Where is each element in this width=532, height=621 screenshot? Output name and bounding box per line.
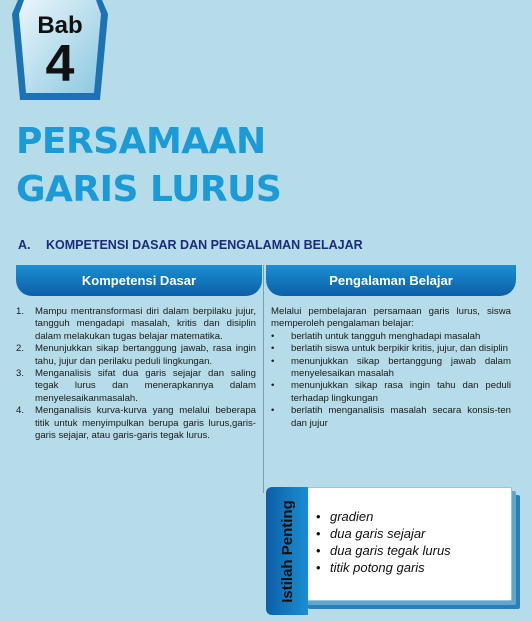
item-number: 2. bbox=[16, 343, 25, 355]
list-item bbox=[16, 405, 256, 442]
istilah-penting-label-wrap bbox=[266, 487, 308, 615]
pengalaman-intro: Melalui pembelajaran persamaan garis lurus, siswa memperoleh pengalaman belajar: bbox=[271, 306, 511, 330]
section-heading-text: KOMPETENSI DASAR DAN PENGALAMAN BELAJAR bbox=[46, 238, 363, 252]
kompetensi-list bbox=[16, 306, 256, 442]
bullet-icon: • bbox=[271, 380, 275, 392]
chapter-word: Bab bbox=[37, 12, 83, 39]
list-item bbox=[271, 405, 511, 430]
list-item bbox=[316, 559, 506, 576]
term-text: dua garis tegak lurus bbox=[330, 543, 451, 558]
istilah-penting-label: Istilah Penting bbox=[278, 499, 296, 603]
term-text: gradien bbox=[330, 509, 374, 524]
list-item bbox=[271, 380, 511, 405]
item-number: 3. bbox=[16, 368, 25, 380]
item-text: berlatih untuk tangguh menghadapi masalah bbox=[291, 330, 481, 342]
bullet-icon: • bbox=[271, 343, 275, 355]
list-item bbox=[271, 356, 511, 381]
list-item bbox=[316, 508, 506, 525]
list-item bbox=[316, 525, 506, 542]
bullet-icon: • bbox=[271, 330, 275, 342]
bullet-icon: • bbox=[271, 355, 275, 367]
item-number: 4. bbox=[16, 405, 25, 417]
section-heading bbox=[18, 238, 518, 252]
section-letter: A. bbox=[18, 238, 31, 252]
item-text: menunjukkan sikap bertanggung jawab dalam menyelesaikan masalah bbox=[291, 355, 511, 380]
item-text: menunjukkan sikap rasa ingin tahu dan peduli terhadap lingkungan bbox=[291, 380, 511, 404]
list-item bbox=[16, 306, 256, 343]
pengalaman-list bbox=[271, 331, 511, 430]
item-text: berlatih menganalisis masalah secara konsis-ten dan jujur bbox=[291, 405, 511, 429]
header-pengalaman-belajar: Pengalaman Belajar bbox=[266, 265, 516, 296]
title-line-1: PERSAMAAN bbox=[16, 121, 266, 162]
item-text: Menunjukkan sikap bertanggung jawab, rasa ingin tahu, jujur dan perilaku peduli lingkungan. bbox=[35, 343, 256, 367]
bullet-icon: • bbox=[316, 526, 321, 541]
istilah-penting-list bbox=[316, 508, 506, 576]
column-divider bbox=[263, 265, 264, 493]
term-text: titik potong garis bbox=[330, 560, 425, 575]
chapter-badge bbox=[12, 0, 108, 103]
list-item bbox=[16, 343, 256, 368]
item-text: berlatih siswa untuk berpikir kritis, jujur, dan disiplin bbox=[291, 343, 509, 355]
term-text: dua garis sejajar bbox=[330, 526, 426, 541]
list-item bbox=[271, 343, 511, 355]
page-title bbox=[16, 118, 516, 214]
bullet-icon: • bbox=[316, 560, 321, 575]
list-item bbox=[16, 368, 256, 405]
bullet-icon: • bbox=[271, 405, 275, 417]
item-text: Mampu mentransformasi diri dalam berpilaku jujur, tangguh mengadapi masalah, kritis dan disiplin dalam melakukan tugas belajar matematika. bbox=[35, 306, 256, 342]
bullet-icon: • bbox=[316, 543, 321, 558]
kompetensi-dasar-column bbox=[16, 306, 256, 442]
item-number: 1. bbox=[16, 306, 25, 317]
bullet-icon: • bbox=[316, 509, 321, 524]
chapter-number: 4 bbox=[45, 35, 75, 93]
title-line-2: GARIS LURUS bbox=[16, 169, 282, 210]
item-text: Menganalisis sifat dua garis sejajar dan saling tegak lurus dan menerapkannya dalam menyelesaikanmasalah. bbox=[35, 368, 256, 404]
item-text: Menganalisis kurva-kurva yang melalui beberapa titik untuk menyimpulkan berupa garis lurus,garis-garis sejajar, atau garis-garis tegak lurus. bbox=[35, 405, 256, 442]
pengalaman-belajar-column bbox=[271, 306, 511, 430]
list-item bbox=[271, 331, 511, 343]
list-item bbox=[316, 542, 506, 559]
header-kompetensi-dasar: Kompetensi Dasar bbox=[16, 265, 262, 296]
